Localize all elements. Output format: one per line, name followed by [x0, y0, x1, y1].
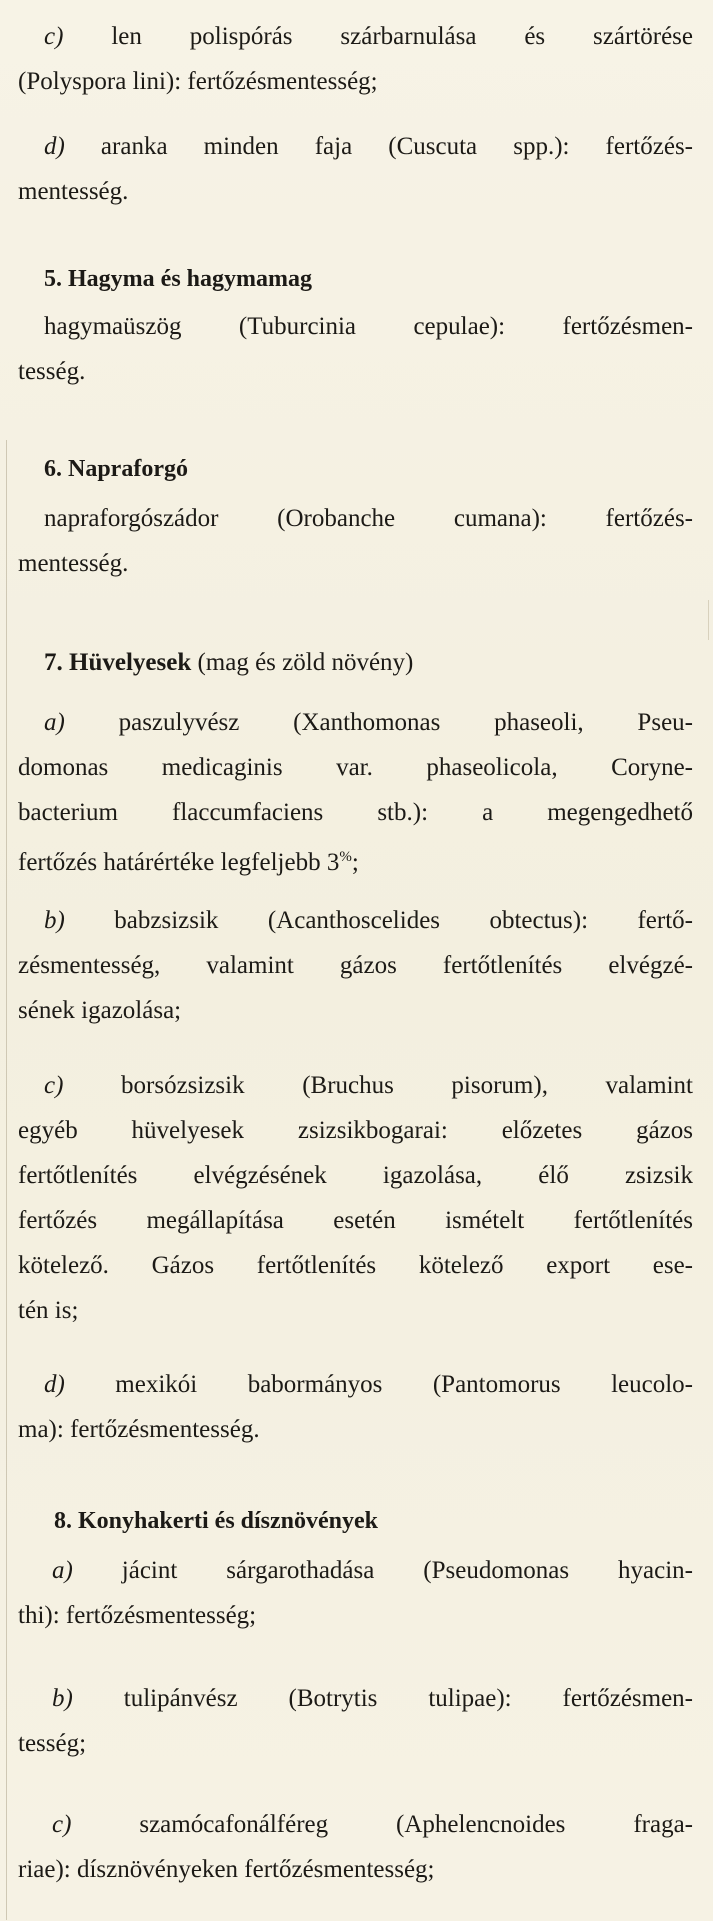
line-text: babzsizsik (Acanthoscelides obtectus): fertő-	[114, 907, 694, 934]
heading-text: Hagyma és hagymamag	[68, 266, 312, 292]
percent-sign: %	[339, 849, 352, 865]
line-text: fertőtlenítés elvégzésének igazolása, élő zsizsik	[18, 1162, 693, 1189]
line-text: (Polyspora lini): fertőzésmentesség;	[18, 68, 378, 95]
text-line	[18, 1676, 693, 1721]
text-line	[18, 1362, 693, 1407]
paragraph-ornamental-c	[18, 1802, 693, 1892]
text-line	[18, 1063, 693, 1108]
item-marker: b)	[44, 907, 65, 934]
paragraph-onion	[18, 304, 693, 394]
section-heading-6	[44, 454, 188, 484]
line-text: tesség.	[18, 358, 86, 385]
paragraph-polyspora	[18, 14, 693, 104]
text-line	[18, 700, 693, 745]
text-line	[18, 1153, 693, 1198]
text-line	[18, 1108, 693, 1153]
line-text: napraforgószádor (Orobanche cumana): fertőzés-	[44, 505, 693, 532]
line-text: riae): dísznövényeken fertőzésmentesség;	[18, 1856, 435, 1883]
text-line	[18, 1198, 693, 1243]
item-marker: d)	[44, 133, 65, 160]
line-text: jácint sárgarothadása (Pseudomonas hyacin-	[121, 1557, 694, 1584]
heading-text: Konyhakerti és dísznövények	[78, 1508, 379, 1534]
page-edge-mark	[708, 600, 709, 640]
text-line	[18, 745, 693, 790]
heading-suffix: (mag és zöld növény)	[197, 649, 414, 676]
item-marker: c)	[44, 1072, 64, 1099]
text-line	[18, 943, 693, 988]
paragraph-ornamental-a	[18, 1548, 693, 1638]
heading-number: 7.	[44, 649, 63, 676]
text-line	[18, 988, 693, 1033]
text-line	[18, 59, 693, 104]
text-line	[18, 541, 693, 586]
line-text: borsózsizsik (Bruchus pisorum), valamint	[121, 1072, 694, 1099]
paragraph-legumes-b	[18, 898, 693, 1033]
section-heading-7	[44, 648, 413, 678]
line-text: ma): fertőzésmentesség.	[18, 1416, 260, 1443]
paragraph-cuscuta	[18, 124, 693, 214]
section-heading-5	[44, 264, 312, 294]
text-line	[18, 1407, 693, 1452]
line-text: len polispórás szárbarnulása és szártörése	[111, 23, 693, 50]
text-line	[18, 898, 693, 943]
paragraph-legumes-c	[18, 1063, 693, 1333]
heading-text: Napraforgó	[68, 456, 188, 482]
line-text: fertőzés megállapítása esetén ismételt fertőtlenítés	[18, 1207, 693, 1234]
item-marker: c)	[52, 1811, 72, 1838]
heading-number: 6.	[44, 456, 62, 482]
text-line	[18, 1802, 693, 1847]
page-edge-line	[6, 440, 7, 1920]
line-text: tén is;	[18, 1297, 79, 1324]
line-text: ;	[351, 849, 359, 876]
text-line	[18, 349, 693, 394]
line-text: szamócafonálféreg (Aphelencnoides fraga-	[139, 1811, 693, 1838]
text-line	[18, 1288, 693, 1333]
item-marker: b)	[52, 1685, 73, 1712]
item-marker: d)	[44, 1371, 65, 1398]
line-text: fertőzés határértéke legfeljebb 3	[18, 849, 340, 876]
line-text: hagymaüszög (Tuburcinia cepulae): fertőzésmen-	[44, 313, 693, 340]
text-line	[18, 1847, 693, 1892]
line-text: sének igazolása;	[18, 997, 182, 1024]
heading-text: Hüvelyesek	[69, 649, 192, 676]
text-line	[18, 790, 693, 835]
paragraph-legumes-d	[18, 1362, 693, 1452]
text-line	[18, 124, 693, 169]
item-marker: a)	[44, 709, 65, 736]
heading-number: 8.	[54, 1508, 72, 1534]
text-line	[18, 304, 693, 349]
text-line	[18, 14, 693, 59]
text-line	[18, 496, 693, 541]
heading-number: 5.	[44, 266, 62, 292]
item-marker: a)	[52, 1557, 73, 1584]
line-text: bacterium flaccumfaciens stb.): a megengedhető	[18, 799, 693, 826]
line-text: egyéb hüvelyesek zsizsikbogarai: előzetes gázos	[18, 1117, 693, 1144]
line-text: mentesség.	[18, 178, 129, 205]
line-text: tulipánvész (Botrytis tulipae): fertőzésmen-	[123, 1685, 694, 1712]
text-line	[18, 1548, 693, 1593]
text-line	[18, 1721, 693, 1766]
item-marker: c)	[44, 23, 64, 50]
paragraph-legumes-a	[18, 700, 693, 885]
line-text: aranka minden faja (Cuscuta spp.): fertőzés-	[100, 133, 693, 160]
line-text: mexikói babormányos (Pantomorus leucolo-	[115, 1371, 693, 1398]
paragraph-ornamental-b	[18, 1676, 693, 1766]
text-line	[18, 1593, 693, 1638]
line-text: paszulyvész (Xanthomonas phaseoli, Pseu-	[118, 709, 693, 736]
paragraph-sunflower	[18, 496, 693, 586]
line-text: domonas medicaginis var. phaseolicola, Coryne-	[18, 754, 693, 781]
line-text: kötelező. Gázos fertőtlenítés kötelező export ese-	[18, 1252, 693, 1279]
text-line	[18, 169, 693, 214]
line-text: mentesség.	[18, 550, 129, 577]
line-text: thi): fertőzésmentesség;	[18, 1602, 257, 1629]
section-heading-8	[54, 1506, 378, 1536]
line-text: zésmentesség, valamint gázos fertőtlenítés elvégzé-	[18, 952, 693, 979]
text-line	[18, 835, 693, 885]
text-line	[18, 1243, 693, 1288]
line-text: tesség;	[18, 1730, 87, 1757]
